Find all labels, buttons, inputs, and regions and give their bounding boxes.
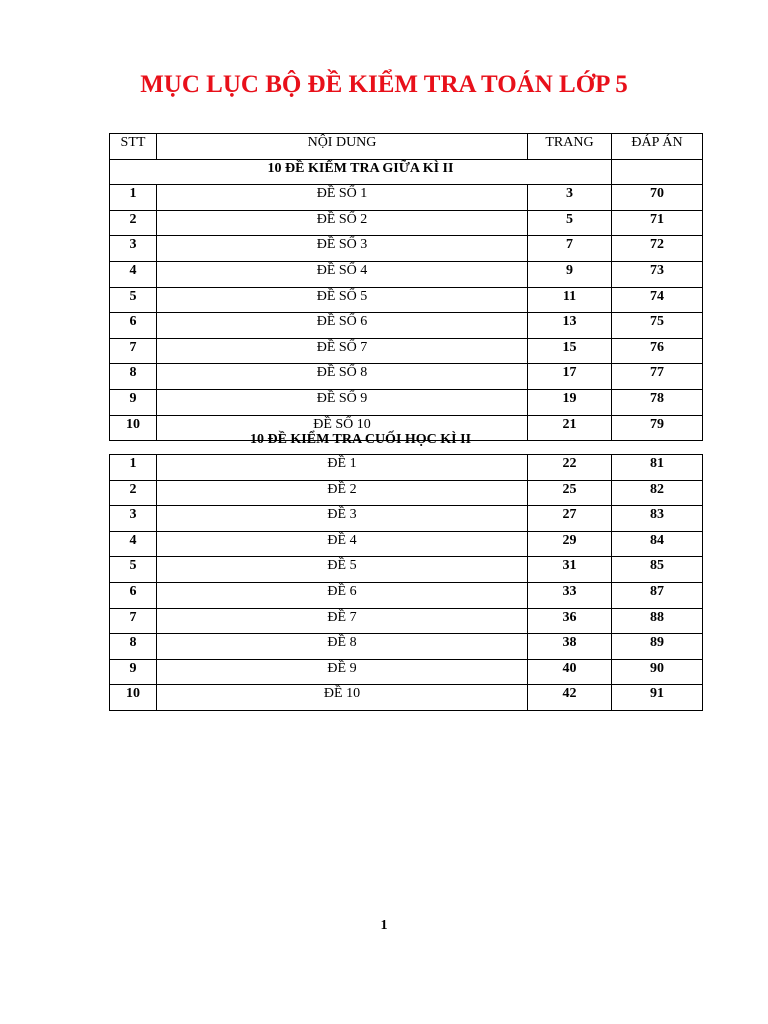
row-stt: 8 — [110, 364, 157, 390]
row-stt: 6 — [110, 313, 157, 339]
table-row — [110, 389, 703, 415]
row-stt: 7 — [110, 608, 157, 634]
toc-table-midterm — [109, 133, 703, 441]
row-content: ĐỀ SỐ 2 — [157, 210, 528, 236]
row-page: 5 — [528, 210, 612, 236]
row-page: 9 — [528, 261, 612, 287]
section-empty-cell — [612, 159, 703, 185]
row-answer: 76 — [612, 338, 703, 364]
header-answer: ĐÁP ÁN — [612, 134, 703, 160]
row-content: ĐỀ SỐ 5 — [157, 287, 528, 313]
row-answer: 70 — [612, 185, 703, 211]
row-page: 3 — [528, 185, 612, 211]
row-content: ĐỀ SỐ 1 — [157, 185, 528, 211]
row-stt: 5 — [110, 287, 157, 313]
row-answer: 82 — [612, 480, 703, 506]
row-answer: 73 — [612, 261, 703, 287]
row-stt: 2 — [110, 480, 157, 506]
row-stt: 3 — [110, 506, 157, 532]
row-page: 13 — [528, 313, 612, 339]
section-row-midterm — [110, 159, 703, 185]
page-title: MỤC LỤC BỘ ĐỀ KIỂM TRA TOÁN LỚP 5 — [140, 71, 628, 98]
row-stt: 10 — [110, 685, 157, 711]
row-page: 19 — [528, 389, 612, 415]
row-content: ĐỀ SỐ 3 — [157, 236, 528, 262]
table-row — [110, 557, 703, 583]
row-stt: 1 — [110, 185, 157, 211]
row-stt: 9 — [110, 659, 157, 685]
row-content: ĐỀ SỐ 9 — [157, 389, 528, 415]
row-page: 27 — [528, 506, 612, 532]
page-number: 1 — [380, 918, 388, 933]
row-content: ĐỀ 9 — [157, 659, 528, 685]
table-row — [110, 608, 703, 634]
row-page: 25 — [528, 480, 612, 506]
header-content: NỘI DUNG — [157, 134, 528, 160]
row-content: ĐỀ 2 — [157, 480, 528, 506]
row-page: 29 — [528, 531, 612, 557]
row-content: ĐỀ SỐ 7 — [157, 338, 528, 364]
row-page: 22 — [528, 455, 612, 481]
row-answer: 84 — [612, 531, 703, 557]
row-answer: 77 — [612, 364, 703, 390]
row-page: 17 — [528, 364, 612, 390]
row-answer: 72 — [612, 236, 703, 262]
row-stt: 4 — [110, 261, 157, 287]
table-row — [110, 455, 703, 481]
table-row — [110, 364, 703, 390]
row-content: ĐỀ SỐ 10 — [157, 415, 528, 441]
row-stt: 3 — [110, 236, 157, 262]
row-stt: 7 — [110, 338, 157, 364]
row-page: 7 — [528, 236, 612, 262]
row-content: ĐỀ SỐ 4 — [157, 261, 528, 287]
row-page: 33 — [528, 582, 612, 608]
row-stt: 2 — [110, 210, 157, 236]
row-answer: 88 — [612, 608, 703, 634]
row-content: ĐỀ 10 — [157, 685, 528, 711]
table-row — [110, 480, 703, 506]
row-content: ĐỀ 5 — [157, 557, 528, 583]
row-content: ĐỀ SỐ 6 — [157, 313, 528, 339]
table-row — [110, 659, 703, 685]
row-answer: 74 — [612, 287, 703, 313]
row-stt: 5 — [110, 557, 157, 583]
section-title-final: 10 ĐỀ KIỂM TRA CUỐI HỌC KÌ II — [249, 432, 472, 447]
row-answer: 89 — [612, 634, 703, 660]
table-row — [110, 261, 703, 287]
table-row — [110, 185, 703, 211]
toc-table-final — [109, 454, 703, 711]
row-page: 38 — [528, 634, 612, 660]
row-content: ĐỀ 6 — [157, 582, 528, 608]
row-content: ĐỀ 3 — [157, 506, 528, 532]
table-row — [110, 582, 703, 608]
row-content: ĐỀ 4 — [157, 531, 528, 557]
row-page: 11 — [528, 287, 612, 313]
table-row — [110, 338, 703, 364]
row-stt: 6 — [110, 582, 157, 608]
row-page: 31 — [528, 557, 612, 583]
row-answer: 79 — [612, 415, 703, 441]
table-row — [110, 634, 703, 660]
row-stt: 1 — [110, 455, 157, 481]
row-page: 42 — [528, 685, 612, 711]
row-answer: 81 — [612, 455, 703, 481]
section-title-midterm: 10 ĐỀ KIỂM TRA GIỮA KÌ II — [110, 159, 612, 185]
table-row — [110, 313, 703, 339]
row-page: 40 — [528, 659, 612, 685]
row-page: 36 — [528, 608, 612, 634]
row-stt: 9 — [110, 389, 157, 415]
row-page: 21 — [528, 415, 612, 441]
table-row — [110, 506, 703, 532]
row-answer: 87 — [612, 582, 703, 608]
row-answer: 85 — [612, 557, 703, 583]
row-content: ĐỀ 8 — [157, 634, 528, 660]
row-stt: 10 — [110, 415, 157, 441]
table-row — [110, 531, 703, 557]
row-answer: 78 — [612, 389, 703, 415]
row-answer: 75 — [612, 313, 703, 339]
row-page: 15 — [528, 338, 612, 364]
row-stt: 4 — [110, 531, 157, 557]
row-answer: 91 — [612, 685, 703, 711]
row-answer: 71 — [612, 210, 703, 236]
row-content: ĐỀ 7 — [157, 608, 528, 634]
row-answer: 90 — [612, 659, 703, 685]
header-page: TRANG — [528, 134, 612, 160]
row-stt: 8 — [110, 634, 157, 660]
header-stt: STT — [110, 134, 157, 160]
row-content: ĐỀ 1 — [157, 455, 528, 481]
row-content: ĐỀ SỐ 8 — [157, 364, 528, 390]
table-row — [110, 287, 703, 313]
table-row — [110, 210, 703, 236]
table-row — [110, 685, 703, 711]
table-row — [110, 236, 703, 262]
row-answer: 83 — [612, 506, 703, 532]
table-header-row — [110, 134, 703, 160]
